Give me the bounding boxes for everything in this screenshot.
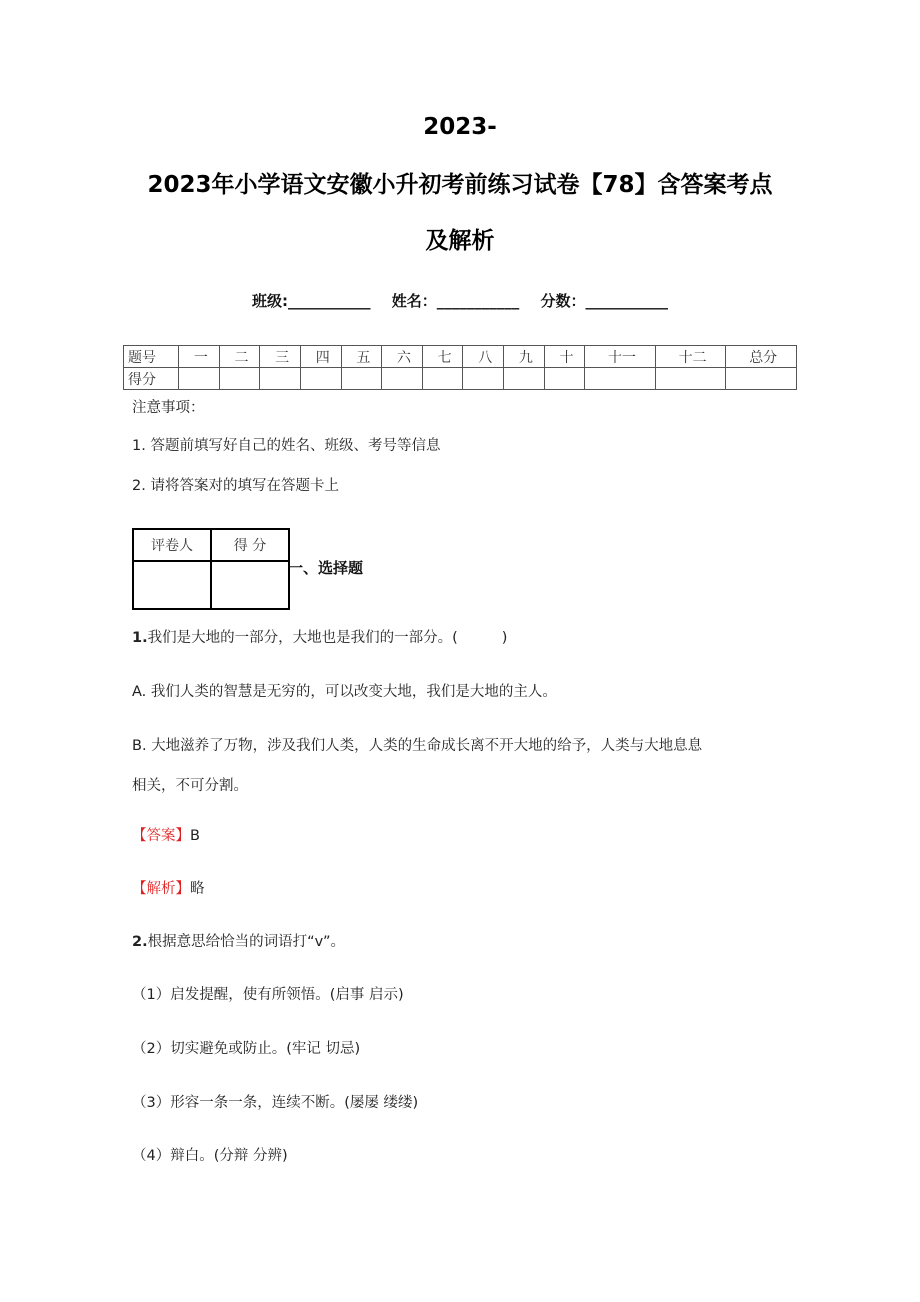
score-table bbox=[123, 345, 797, 390]
header-cell: 五 bbox=[341, 346, 382, 368]
question-1 bbox=[132, 626, 507, 647]
question-2 bbox=[132, 930, 345, 951]
header-cell: 二 bbox=[219, 346, 260, 368]
header-cell: 十 bbox=[544, 346, 585, 368]
question-number: 2. bbox=[132, 934, 148, 950]
option-b: B. 大地滋养了万物，涉及我们人类，人类的生命成长离不开大地的给予，人类与大地息息 bbox=[132, 738, 703, 754]
header-cell: 十一 bbox=[585, 346, 656, 368]
grader-header: 评卷人 bbox=[133, 529, 211, 561]
grader-header: 得 分 bbox=[211, 529, 289, 561]
grader-table bbox=[132, 528, 290, 610]
header-cell: 九 bbox=[504, 346, 545, 368]
score-cell[interactable] bbox=[382, 368, 423, 390]
grader-cell[interactable] bbox=[211, 561, 289, 609]
header-cell: 三 bbox=[260, 346, 301, 368]
student-info-row bbox=[0, 290, 920, 311]
score-cell[interactable] bbox=[219, 368, 260, 390]
question-text: 我们是大地的一部分，大地也是我们的一部分。( bbox=[147, 630, 458, 646]
score-table-score-row bbox=[124, 368, 797, 390]
option-b-continued: 相关，不可分割。 bbox=[132, 778, 248, 794]
answer-value: B bbox=[190, 828, 200, 844]
header-cell: 八 bbox=[463, 346, 504, 368]
header-cell: 四 bbox=[300, 346, 341, 368]
score-cell[interactable] bbox=[422, 368, 463, 390]
title-line-2: 2023年小学语文安徽小升初考前练习试卷【78】含答案考点 bbox=[147, 172, 773, 198]
score-cell[interactable] bbox=[726, 368, 797, 390]
explanation-label: 【解析】 bbox=[132, 881, 190, 897]
header-cell: 七 bbox=[422, 346, 463, 368]
class-field[interactable]: 班级:___________ bbox=[252, 292, 371, 310]
header-cell: 六 bbox=[382, 346, 423, 368]
row-label: 得分 bbox=[124, 368, 179, 390]
notice-item: 1. 答题前填写好自己的姓名、班级、考号等信息 bbox=[132, 438, 441, 454]
answer-label: 【答案】 bbox=[132, 828, 190, 844]
sub-item: （4）辩白。(分辩 分辨) bbox=[132, 1148, 288, 1164]
explanation-value: 略 bbox=[190, 881, 205, 897]
header-cell: 十二 bbox=[655, 346, 726, 368]
header-cell: 题号 bbox=[124, 346, 179, 368]
score-cell[interactable] bbox=[544, 368, 585, 390]
score-cell[interactable] bbox=[341, 368, 382, 390]
score-cell[interactable] bbox=[504, 368, 545, 390]
name-field[interactable]: 姓名：___________ bbox=[391, 292, 520, 310]
score-field[interactable]: 分数：___________ bbox=[540, 292, 668, 310]
sub-item: （3）形容一条一条，连续不断。(屡屡 缕缕) bbox=[132, 1095, 419, 1111]
notice-item: 2. 请将答案对的填写在答题卡上 bbox=[132, 478, 339, 494]
score-cell[interactable] bbox=[260, 368, 301, 390]
score-cell[interactable] bbox=[463, 368, 504, 390]
question-text: 根据意思给恰当的词语打“v”。 bbox=[147, 934, 345, 950]
score-table-header-row bbox=[124, 346, 797, 368]
explanation-line bbox=[132, 877, 205, 898]
header-cell: 总分 bbox=[726, 346, 797, 368]
title-line-1: 2023- bbox=[423, 114, 497, 140]
answer-line bbox=[132, 824, 200, 845]
score-cell[interactable] bbox=[179, 368, 220, 390]
header-cell: 一 bbox=[179, 346, 220, 368]
score-cell[interactable] bbox=[585, 368, 656, 390]
option-a: A. 我们人类的智慧是无穷的，可以改变大地，我们是大地的主人。 bbox=[132, 684, 557, 700]
title-line-3: 及解析 bbox=[425, 228, 495, 254]
grader-cell[interactable] bbox=[133, 561, 211, 609]
sub-item: （1）启发提醒，使有所领悟。(启事 启示) bbox=[132, 987, 404, 1003]
question-number: 1. bbox=[132, 630, 148, 646]
score-cell[interactable] bbox=[655, 368, 726, 390]
score-cell[interactable] bbox=[300, 368, 341, 390]
section-title: 一、选择题 bbox=[288, 559, 364, 577]
question-close: ) bbox=[501, 630, 508, 646]
sub-item: （2）切实避免或防止。(牢记 切忌) bbox=[132, 1041, 361, 1057]
notice-heading: 注意事项： bbox=[132, 400, 205, 416]
